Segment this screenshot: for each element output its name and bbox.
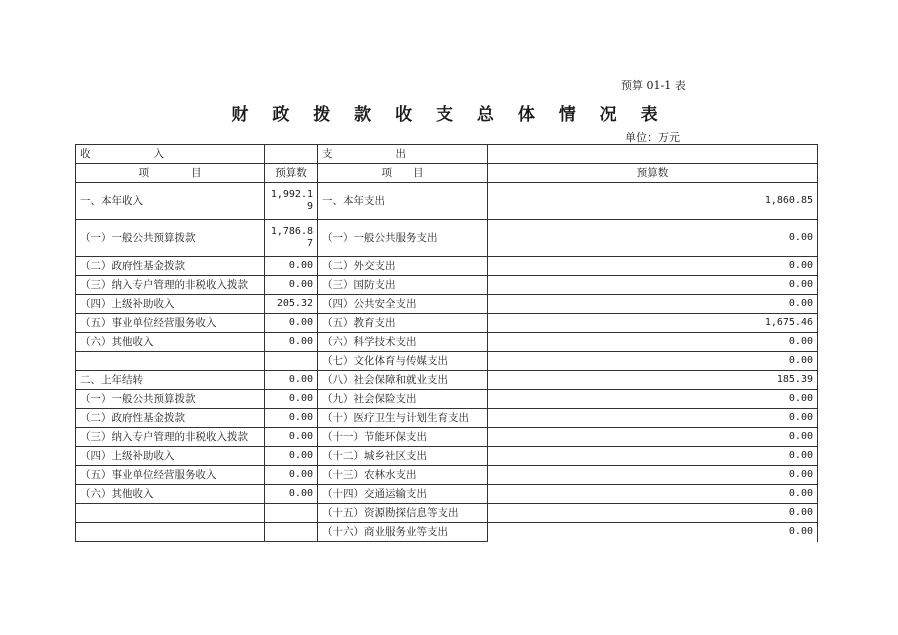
income-value-cell: 0.00: [265, 333, 318, 352]
income-value-cell: [265, 352, 318, 371]
income-item-header: 项 目: [76, 164, 265, 183]
expense-value-cell: 0.00: [488, 523, 818, 542]
expense-item-cell: （八）社会保障和就业支出: [318, 371, 488, 390]
expense-item-cell: （四）公共安全支出: [318, 295, 488, 314]
income-value-cell: 0.00: [265, 257, 318, 276]
expense-value-cell: 0.00: [488, 390, 818, 409]
income-item-cell: （四）上级补助收入: [76, 447, 265, 466]
expense-item-cell: （九）社会保险支出: [318, 390, 488, 409]
table-row: [76, 447, 818, 466]
expense-value-cell: 0.00: [488, 220, 818, 257]
income-item-cell: （一）一般公共预算拨款: [76, 390, 265, 409]
expense-value-cell: 0.00: [488, 352, 818, 371]
expense-value-cell: 0.00: [488, 333, 818, 352]
budget-table: [75, 144, 818, 542]
expense-item-cell: （十四）交通运输支出: [318, 485, 488, 504]
table-row: [76, 371, 818, 390]
expense-value-cell: 0.00: [488, 257, 818, 276]
unit-label: 单位：万元: [625, 131, 680, 144]
income-value-cell: 1,786.87: [265, 220, 318, 257]
income-value-cell: 0.00: [265, 276, 318, 295]
income-item-cell: （五）事业单位经营服务收入: [76, 314, 265, 333]
table-row: [76, 485, 818, 504]
expense-value-cell: 185.39: [488, 371, 818, 390]
income-item-cell: [76, 523, 265, 542]
table-row: [76, 352, 818, 371]
expense-value-cell: 0.00: [488, 485, 818, 504]
income-item-cell: （二）政府性基金拨款: [76, 257, 265, 276]
income-item-cell: （三）纳入专户管理的非税收入拨款: [76, 428, 265, 447]
income-value-cell: 0.00: [265, 390, 318, 409]
table-row: [76, 409, 818, 428]
expense-item-cell: （七）文化体育与传媒支出: [318, 352, 488, 371]
expense-value-cell: 0.00: [488, 276, 818, 295]
table-row: [76, 504, 818, 523]
income-header-blank: [265, 145, 318, 164]
expense-value-cell: 0.00: [488, 295, 818, 314]
expense-budget-header: 预算数: [488, 164, 818, 183]
table-row: [76, 523, 818, 542]
table-row: [76, 390, 818, 409]
table-row: [76, 295, 818, 314]
income-header: 收 入: [76, 145, 265, 164]
expense-item-cell: （三）国防支出: [318, 276, 488, 295]
form-number: 预算 01-1 表: [621, 79, 686, 92]
income-item-cell: （一）一般公共预算拨款: [76, 220, 265, 257]
expense-header: 支 出: [318, 145, 488, 164]
table-row: [76, 183, 818, 220]
table-row: [76, 257, 818, 276]
table-row: [76, 314, 818, 333]
table-row: [76, 428, 818, 447]
expense-value-cell: 1,675.46: [488, 314, 818, 333]
income-item-cell: [76, 504, 265, 523]
income-value-cell: [265, 504, 318, 523]
table-row: [76, 220, 818, 257]
expense-value-cell: 1,860.85: [488, 183, 818, 220]
income-item-cell: [76, 352, 265, 371]
expense-item-cell: （五）教育支出: [318, 314, 488, 333]
income-item-cell: （四）上级补助收入: [76, 295, 265, 314]
income-item-cell: 二、上年结转: [76, 371, 265, 390]
section-header-row: [76, 145, 818, 164]
expense-item-cell: （十五）资源勘探信息等支出: [318, 504, 488, 523]
income-item-cell: （六）其他收入: [76, 485, 265, 504]
expense-item-cell: （十三）农林水支出: [318, 466, 488, 485]
expense-value-cell: 0.00: [488, 466, 818, 485]
expense-item-cell: （一）一般公共服务支出: [318, 220, 488, 257]
table-row: [76, 276, 818, 295]
income-value-cell: 0.00: [265, 485, 318, 504]
expense-item-cell: （十六）商业服务业等支出: [318, 523, 488, 542]
expense-item-header: 项 目: [318, 164, 488, 183]
expense-value-cell: 0.00: [488, 428, 818, 447]
expense-item-cell: （二）外交支出: [318, 257, 488, 276]
table-row: [76, 333, 818, 352]
income-value-cell: 1,992.19: [265, 183, 318, 220]
expense-item-cell: （十二）城乡社区支出: [318, 447, 488, 466]
column-header-row: [76, 164, 818, 183]
expense-value-cell: 0.00: [488, 447, 818, 466]
expense-value-cell: 0.00: [488, 504, 818, 523]
expense-item-cell: （六）科学技术支出: [318, 333, 488, 352]
income-item-cell: （二）政府性基金拨款: [76, 409, 265, 428]
income-item-cell: 一、本年收入: [76, 183, 265, 220]
income-value-cell: 0.00: [265, 428, 318, 447]
income-value-cell: 0.00: [265, 371, 318, 390]
income-value-cell: [265, 523, 318, 542]
page-title: 财 政 拨 款 收 支 总 体 情 况 表: [231, 105, 667, 125]
income-item-cell: （三）纳入专户管理的非税收入拨款: [76, 276, 265, 295]
income-item-cell: （六）其他收入: [76, 333, 265, 352]
income-value-cell: 0.00: [265, 447, 318, 466]
income-value-cell: 205.32: [265, 295, 318, 314]
income-value-cell: 0.00: [265, 314, 318, 333]
expense-value-cell: 0.00: [488, 409, 818, 428]
expense-item-cell: 一、本年支出: [318, 183, 488, 220]
expense-header-blank: [488, 145, 818, 164]
income-value-cell: 0.00: [265, 466, 318, 485]
income-item-cell: （五）事业单位经营服务收入: [76, 466, 265, 485]
expense-item-cell: （十一）节能环保支出: [318, 428, 488, 447]
income-value-cell: 0.00: [265, 409, 318, 428]
expense-item-cell: （十）医疗卫生与计划生育支出: [318, 409, 488, 428]
table-row: [76, 466, 818, 485]
income-budget-header: 预算数: [265, 164, 318, 183]
